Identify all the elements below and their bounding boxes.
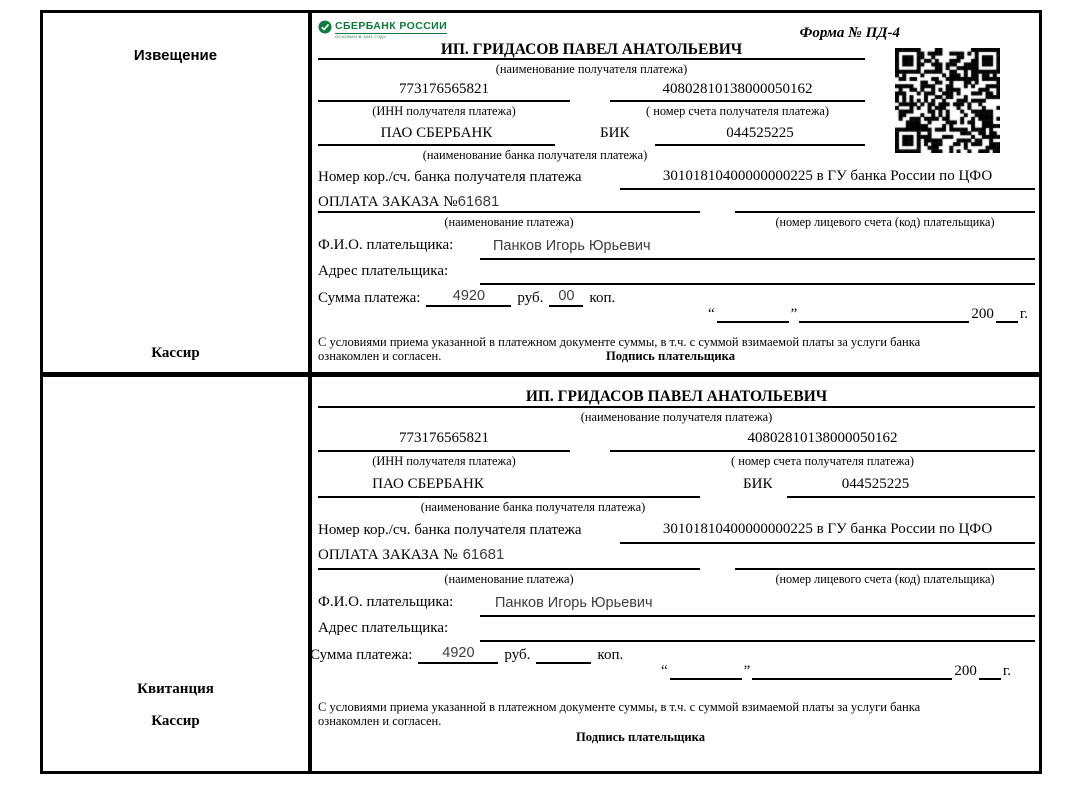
receipt-date-day-line bbox=[670, 661, 742, 680]
notice-sum-rub-value: 4920 bbox=[426, 288, 511, 307]
receipt-bank-caption: (наименование банка получателя платежа) bbox=[420, 500, 646, 514]
notice-signature-label: Подпись плательщика bbox=[605, 349, 736, 363]
notice-date-day-line bbox=[717, 304, 789, 323]
receipt-address-label: Адрес плательщика: bbox=[318, 620, 449, 636]
receipt-sum-row bbox=[310, 646, 623, 664]
notice-sum-kop-value: 00 bbox=[549, 288, 583, 307]
notice-bank-line bbox=[318, 144, 555, 146]
notice-year-suffix: г. bbox=[1019, 306, 1029, 322]
receipt-purpose-label: ОПЛАТА ЗАКАЗА № bbox=[318, 547, 458, 563]
receipt-fio-label: Ф.И.О. плательщика: bbox=[318, 594, 454, 610]
receipt-rub-label: руб. bbox=[504, 647, 531, 663]
sberbank-emblem-icon bbox=[318, 20, 332, 34]
receipt-korr-label: Номер кор./сч. банка получателя платежа bbox=[318, 522, 582, 538]
notice-stub-title: Извещение bbox=[133, 47, 218, 64]
receipt-personal-line bbox=[735, 568, 1035, 570]
receipt-date-row bbox=[661, 662, 1011, 680]
notice-cashier-label: Кассир bbox=[151, 345, 200, 361]
notice-year-line bbox=[996, 304, 1018, 323]
notice-recipient-name: ИП. ГРИДАСОВ ПАВЕЛ АНАТОЛЬЕВИЧ bbox=[440, 41, 743, 58]
notice-purpose-caption: (наименование платежа) bbox=[444, 215, 574, 229]
notice-recipient-line bbox=[318, 58, 865, 60]
notice-personal-caption: (номер лицевого счета (код) плательщика) bbox=[775, 215, 995, 229]
forma-pd4-label: Форма № ПД-4 bbox=[799, 25, 900, 41]
receipt-korr-value: 30101810400000000225 в ГУ банка России по ЦФО bbox=[662, 521, 993, 537]
receipt-kop-label: коп. bbox=[597, 647, 624, 663]
notice-bik-value: 044525225 bbox=[726, 125, 794, 141]
receipt-inn-value: 773176565821 bbox=[399, 430, 489, 446]
receipt-bank-value: ПАО СБЕРБАНК bbox=[372, 476, 484, 492]
receipt-agreement-line2: ознакомлен и согласен. bbox=[318, 714, 442, 728]
notice-inn-line bbox=[318, 100, 570, 102]
notice-address-line bbox=[480, 283, 1035, 285]
notice-quote-close: ” bbox=[790, 306, 798, 322]
receipt-recipient-line bbox=[318, 406, 1035, 408]
notice-korr-value: 30101810400000000225 в ГУ банка России по ЦФО bbox=[662, 168, 993, 184]
row-divider bbox=[43, 372, 1039, 377]
sberbank-logo bbox=[318, 20, 447, 39]
receipt-agreement-line1: С условиями приема указанной в платежном документе суммы, в т.ч. с суммой взимаемой платы за услуги банка bbox=[318, 700, 921, 714]
receipt-stub-title: Квитанция bbox=[137, 681, 214, 697]
notice-payer-value: Панков Игорь Юрьевич bbox=[493, 238, 651, 254]
notice-agreement-line2: ознакомлен и согласен. bbox=[318, 349, 442, 363]
notice-fio-label: Ф.И.О. плательщика: bbox=[318, 237, 454, 253]
receipt-account-value: 40802810138000050162 bbox=[747, 430, 898, 446]
receipt-purpose-number: 61681 bbox=[462, 546, 505, 563]
receipt-bik-line bbox=[787, 496, 1035, 498]
notice-rub-label: руб. bbox=[517, 290, 544, 306]
receipt-quote-close: ” bbox=[743, 663, 751, 679]
receipt-personal-caption: (номер лицевого счета (код) плательщика) bbox=[775, 572, 995, 586]
receipt-purpose bbox=[318, 546, 504, 564]
notice-account-value: 40802810138000050162 bbox=[662, 81, 813, 97]
notice-inn-value: 773176565821 bbox=[399, 81, 489, 97]
receipt-korr-line bbox=[620, 542, 1035, 544]
notice-personal-line bbox=[735, 211, 1035, 213]
receipt-inn-line bbox=[318, 450, 570, 452]
receipt-sum-rub-value: 4920 bbox=[418, 645, 498, 664]
notice-address-label: Адрес плательщика: bbox=[318, 263, 449, 279]
receipt-year-line bbox=[979, 661, 1001, 680]
notice-purpose-line bbox=[318, 211, 700, 213]
notice-purpose bbox=[318, 193, 499, 211]
notice-sum-row bbox=[318, 289, 615, 307]
qr-code bbox=[895, 48, 1000, 153]
notice-account-caption: ( номер счета получателя платежа) bbox=[645, 104, 830, 118]
notice-bank-value: ПАО СБЕРБАНК bbox=[380, 125, 493, 141]
payment-form-pd4 bbox=[40, 10, 1042, 774]
receipt-purpose-caption: (наименование платежа) bbox=[444, 572, 574, 586]
receipt-account-caption: ( номер счета получателя платежа) bbox=[730, 454, 915, 468]
notice-sum-label: Сумма платежа: bbox=[318, 290, 421, 306]
notice-account-line bbox=[610, 100, 865, 102]
notice-date-row bbox=[708, 305, 1028, 323]
notice-bik-label: БИК bbox=[600, 125, 630, 141]
notice-year-prefix: 200 bbox=[971, 306, 994, 322]
sberbank-logo-text: СБЕРБАНК РОССИИ bbox=[335, 20, 448, 32]
receipt-bank-line bbox=[318, 496, 700, 498]
receipt-inn-caption: (ИНН получателя платежа) bbox=[372, 454, 516, 468]
receipt-sum-kop-value bbox=[536, 645, 591, 664]
receipt-sum-label: Сумма платежа: bbox=[310, 647, 413, 663]
receipt-account-line bbox=[610, 450, 1035, 452]
notice-quote-open: “ bbox=[708, 306, 715, 322]
receipt-recipient-caption: (наименование получателя платежа) bbox=[580, 410, 773, 424]
notice-fio-line bbox=[480, 258, 1035, 260]
notice-inn-caption: (ИНН получателя платежа) bbox=[372, 104, 516, 118]
receipt-bik-label: БИК bbox=[743, 476, 773, 492]
notice-bank-caption: (наименование банка получателя платежа) bbox=[422, 148, 648, 162]
receipt-bik-value: 044525225 bbox=[841, 476, 910, 492]
notice-korr-line bbox=[620, 188, 1035, 190]
receipt-purpose-line bbox=[318, 568, 700, 570]
receipt-address-line bbox=[480, 640, 1035, 642]
receipt-year-suffix: г. bbox=[1002, 663, 1012, 679]
notice-korr-label: Номер кор./сч. банка получателя платежа bbox=[318, 169, 582, 185]
notice-kop-label: коп. bbox=[589, 290, 616, 306]
notice-bik-line bbox=[655, 144, 865, 146]
receipt-signature-label: Подпись плательщика bbox=[575, 730, 706, 744]
receipt-date-month-line bbox=[752, 661, 952, 680]
receipt-payer-value: Панков Игорь Юрьевич bbox=[495, 595, 653, 611]
receipt-cashier-label: Кассир bbox=[151, 713, 200, 729]
notice-purpose-label: ОПЛАТА ЗАКАЗА № bbox=[318, 194, 458, 210]
notice-agreement-line1: С условиями приема указанной в платежном документе суммы, в т.ч. с суммой взимаемой платы за услуги банка bbox=[318, 335, 921, 349]
sberbank-logo-tagline: ОСНОВАН В 1841 ГОДУ bbox=[335, 34, 386, 39]
notice-recipient-caption: (наименование получателя платежа) bbox=[495, 62, 688, 76]
notice-purpose-number: 61681 bbox=[457, 193, 500, 210]
receipt-quote-open: “ bbox=[661, 663, 668, 679]
receipt-year-prefix: 200 bbox=[954, 663, 977, 679]
receipt-fio-line bbox=[480, 615, 1035, 617]
notice-date-month-line bbox=[799, 304, 969, 323]
receipt-recipient-name: ИП. ГРИДАСОВ ПАВЕЛ АНАТОЛЬЕВИЧ bbox=[525, 388, 828, 405]
